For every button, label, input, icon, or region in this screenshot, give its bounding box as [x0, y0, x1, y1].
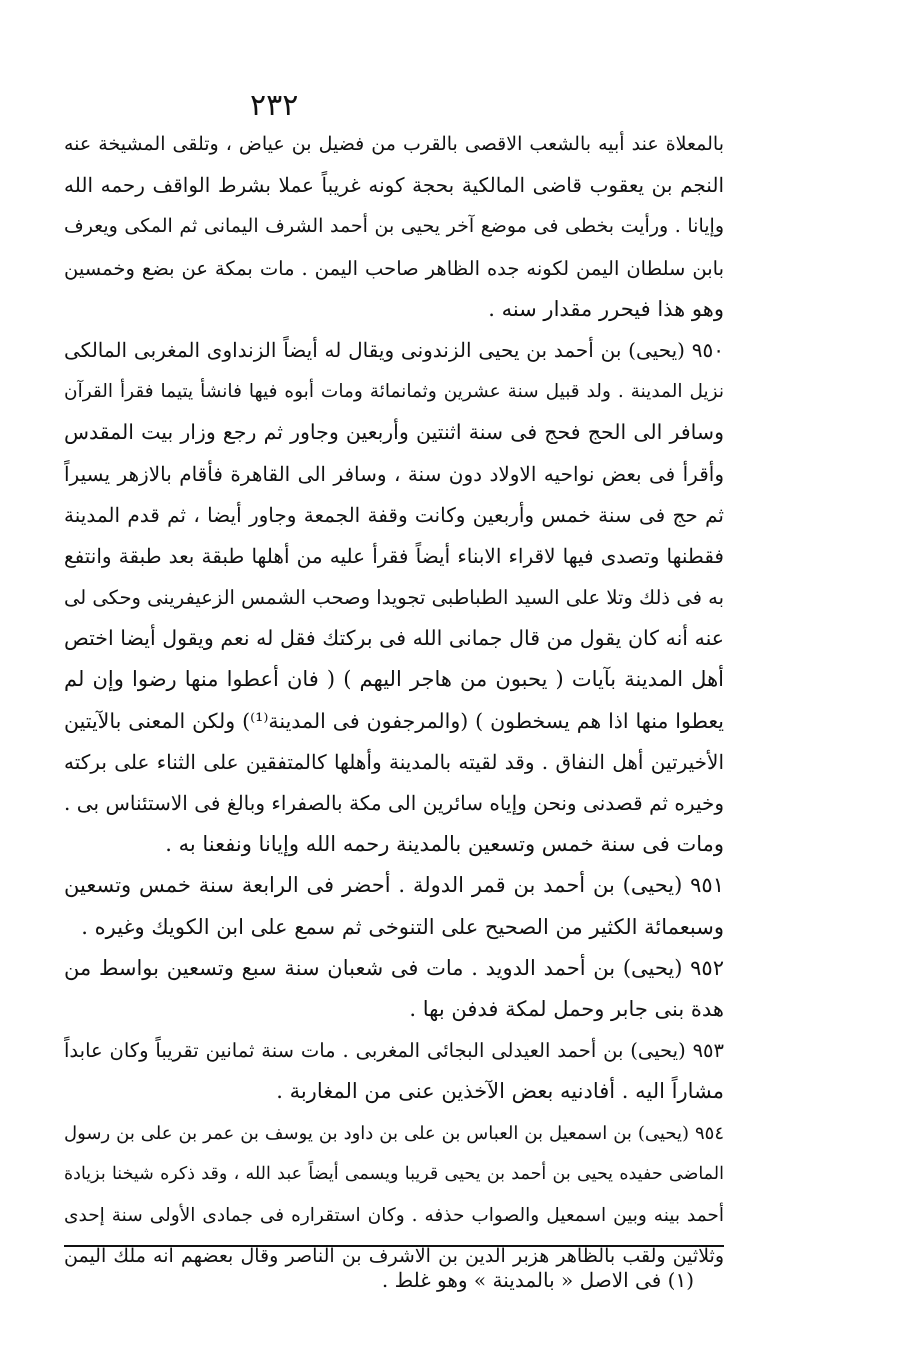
text-line: وسافر الى الحج فحج فى سنة اثنتين وأربعين وجاور ثم رجع وزار بيت المقدس: [64, 420, 724, 445]
text-line: بالمعلاة عند أبيه بالشعب الاقصى بالقرب من فضيل بن عياض ، وتلقى المشيخة عنه: [64, 133, 724, 155]
text-line: بابن سلطان اليمن لكونه جده الظاهر صاحب اليمن . مات بمكة عن بضع وخمسين: [64, 256, 724, 280]
text-line: وأقرأ فى بعض نواحيه الاولاد دون سنة ، وسافر الى القاهرة فأقام بالازهر يسيراً: [64, 461, 724, 486]
page-number: ٢٣٢: [250, 88, 299, 123]
text-line: الأخيرتين أهل النفاق . وقد لقيته بالمدينة وأهلها كالمتفقين على الثناء على بركته: [64, 749, 724, 774]
text-line: وإيانا . ورأيت بخطى فى موضع آخر يحيى بن أحمد الشرف اليمانى ثم المكى ويعرف: [64, 215, 724, 238]
text-line: به فى ذلك وتلا على السيد الطباطبى تجويدا وصحب الشمس الزعيفرينى وحكى لى: [64, 586, 724, 610]
text-line: أهل المدينة بآيات ( يحبون من هاجر اليهم ) ( فان أعطوا منها رضوا وإن لم: [64, 667, 724, 692]
entry-954-heading: ٩٥٤ (يحيى) بن اسمعيل بن العباس بن على بن داود بن يوسف بن عمر بن على بن رسول: [64, 1122, 724, 1144]
text-line: وخيره ثم قصدنى ونحن وإياه سائرين الى مكة بالصفراء وبالغ فى الاستئناس بى .: [64, 791, 724, 815]
text-line: وهو هذا فيحرر مقدار سنه .: [488, 296, 724, 321]
text-line: أحمد بينه وبين اسمعيل والصواب حذفه . وكان استقراره فى جمادى الأولى سنة إحدى: [64, 1204, 724, 1226]
entry-953-heading: ٩٥٣ (يحيى) بن أحمد العيدلى البجائى المغربى . مات سنة ثمانين تقريباً وكان عابداً: [64, 1039, 724, 1063]
entry-951-heading: ٩٥١ (يحيى) بن أحمد بن قمر الدولة . أحضر فى الرابعة سنة خمس وتسعين: [64, 873, 724, 898]
text-line: ثم حج فى سنة خمس وأربعين وكانت وقفة الجمعة وجاور أيضا ، ثم قدم المدينة: [64, 502, 724, 527]
text-line: هدة بنى جابر وحمل لمكة فدفن بها .: [409, 996, 724, 1021]
entry-950-heading: ٩٥٠ (يحيى) بن أحمد بن يحيى الزندونى ويقال له أيضاً الزنداوى المغربى المالكى: [64, 337, 724, 362]
text-line: فقطنها وتصدى فيها لاقراء الابناء أيضاً فقرأ عليه من أهلها طبقة بعد طبقة وانتفع: [64, 543, 724, 568]
text-line: وسبعمائة الكثير من الصحيح على التنوخى ثم سمع على ابن الكويك وغيره .: [81, 914, 724, 939]
footnote-divider: [64, 1245, 724, 1247]
text-line: نزيل المدينة . ولد قبيل سنة عشرين وثمانمائة ومات أبوه فيها فانشأ يتيما فقرأ القرآن: [64, 381, 724, 403]
entry-952-heading: ٩٥٢ (يحيى) بن أحمد الدويد . مات فى شعبان سنة سبع وتسعين بواسط من: [64, 955, 724, 980]
text-line: وثلاثين ولقب بالظاهر هزبر الدين بن الاشرف بن الناصر وقال بعضهم انه ملك اليمن: [64, 1245, 724, 1268]
text-line: مشاراً اليه . أفادنيه بعض الآخذين عنى من المغاربة .: [276, 1079, 724, 1104]
body-text: [64, 124, 724, 1277]
text-line: الماضى حفيده يحيى بن أحمد بن يحيى قريبا ويسمى أيضاً عبد الله ، وقد ذكره شيخنا بزيادة: [64, 1163, 724, 1184]
footnote: (١) فى الاصل « بالمدينة » وهو غلط .: [381, 1268, 694, 1292]
text-line: عنه أنه كان يقول من قال جمانى الله فى بركتك فقل له نعم ويقول أيضا اختص: [64, 626, 724, 651]
text-line: ومات فى سنة خمس وتسعين بالمدينة رحمه الله وإيانا ونفعنا به .: [165, 832, 724, 857]
text-line: النجم بن يعقوب قاضى المالكية بحجة كونه غريباً عملا بشرط الواقف رحمه الله: [64, 173, 724, 198]
text-line: يعطوا منها اذا هم يسخطون ) (والمرجفون فى المدينة⁽¹⁾) ولكن المعنى بالآيتين: [64, 708, 724, 733]
